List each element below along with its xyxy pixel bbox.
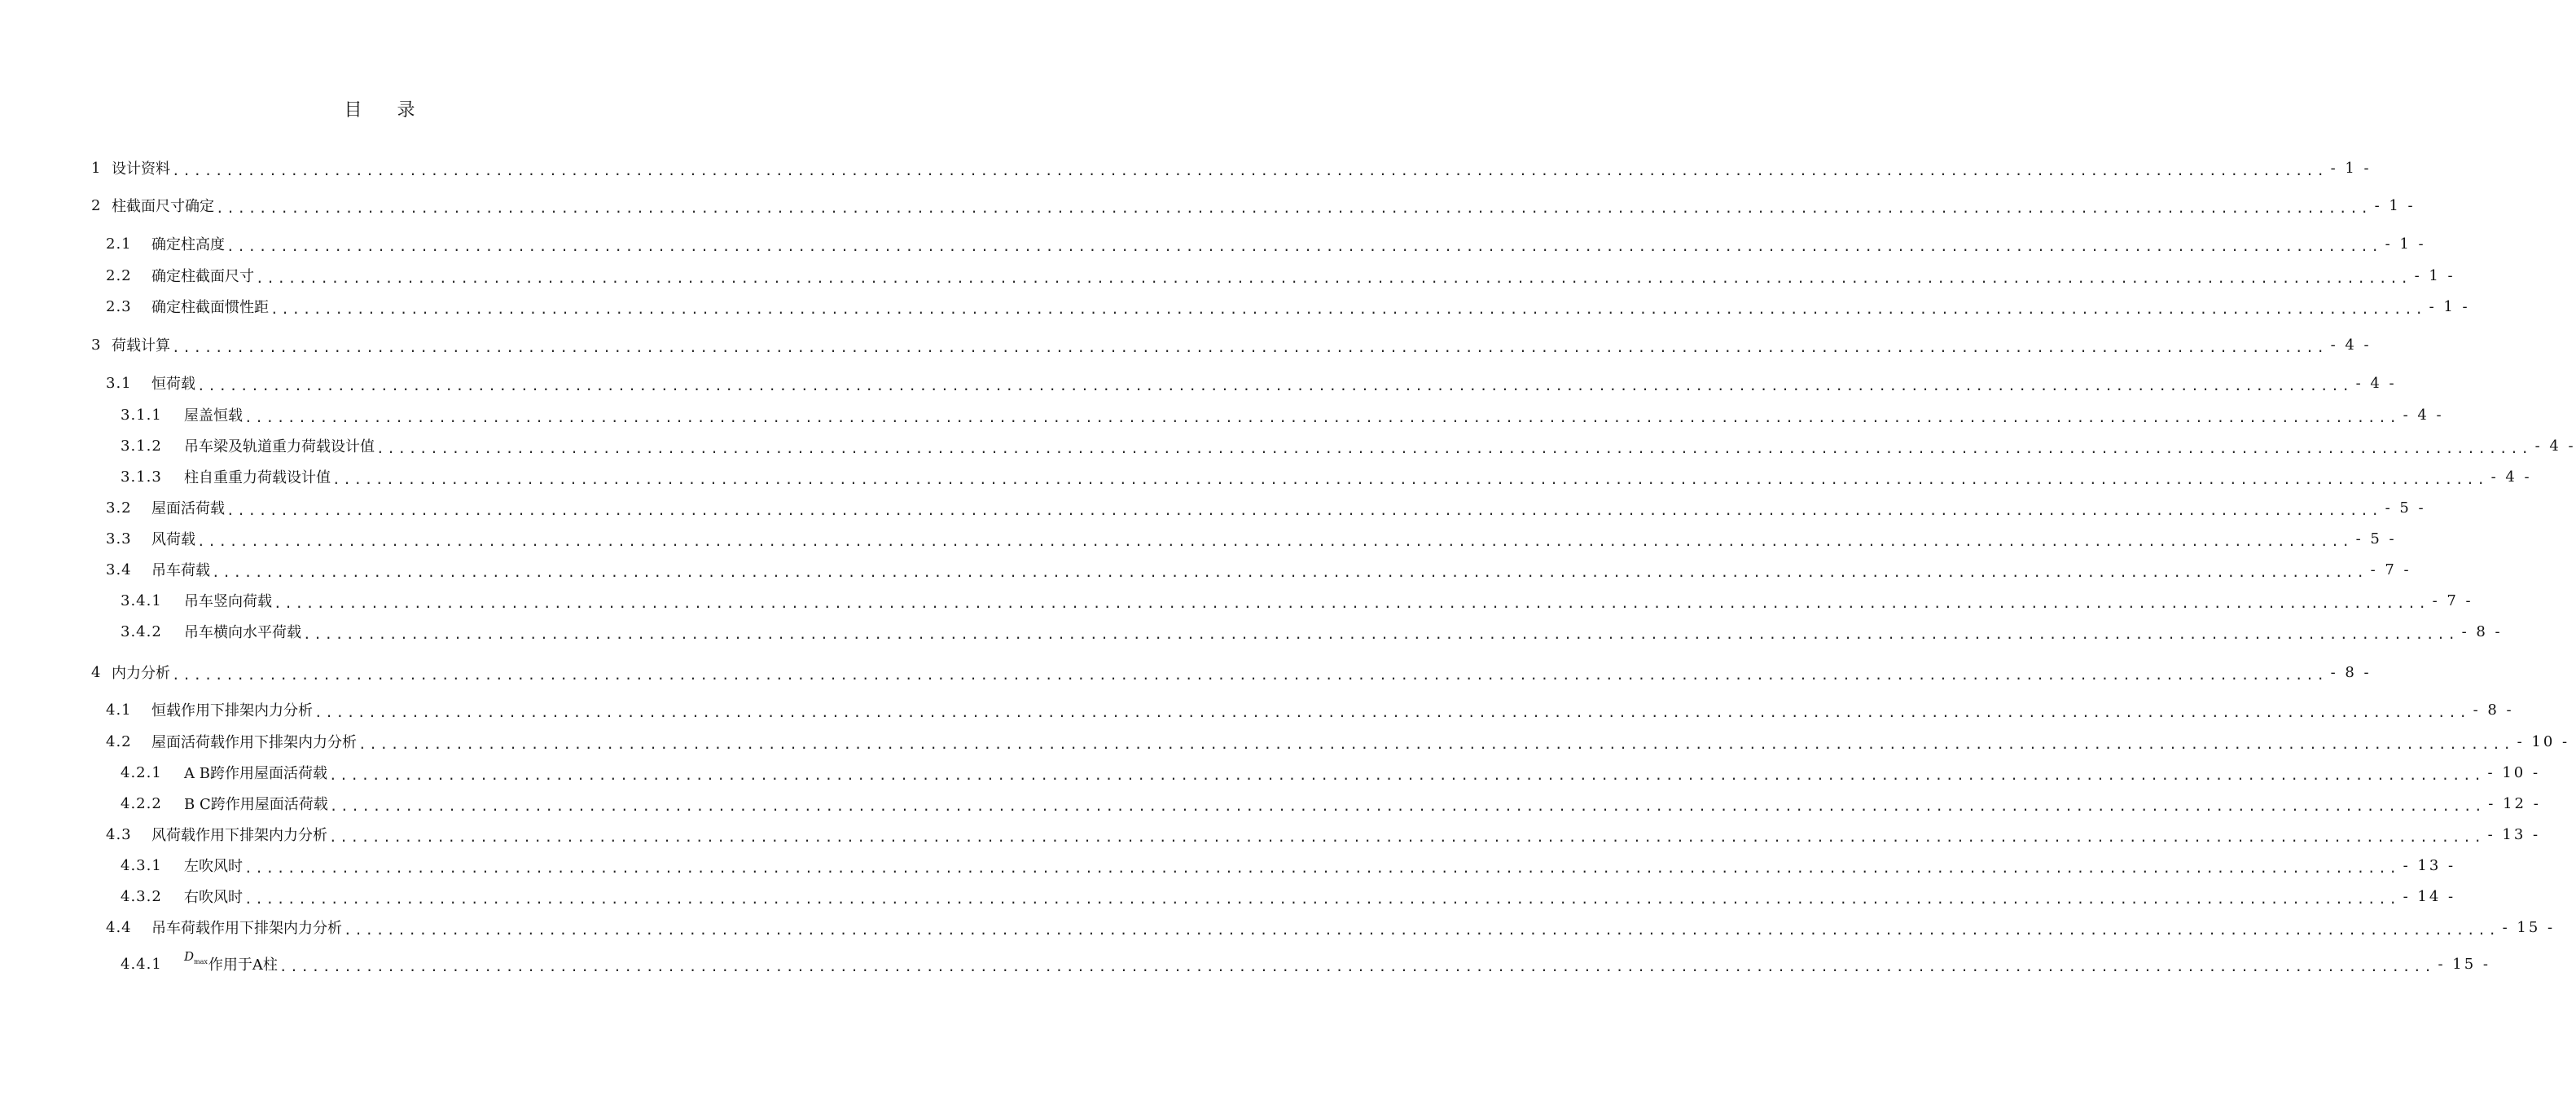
toc-entry-title: 确定柱截面惯性距 [151, 299, 269, 316]
d-max-symbol [184, 949, 208, 965]
toc-entry[interactable] [91, 157, 2372, 178]
toc-entry-page: - 4 - [2330, 336, 2372, 354]
toc-entry-page: - 8 - [2473, 701, 2514, 719]
toc-entry-title: 吊车竖向荷载 [184, 593, 272, 610]
dot-leader: ........................................................................................................................................................................................................ [172, 339, 2328, 355]
dot-leader: ........................................................................................................................................................................................................ [212, 564, 2368, 580]
dot-leader: ........................................................................................................................................................................................................ [216, 200, 2372, 216]
toc-entry[interactable] [121, 855, 2456, 876]
toc-entry-number: 4.4.1 [121, 955, 162, 973]
toc-entry-title: 吊车梁及轨道重力荷载设计值 [184, 438, 375, 455]
dot-leader: ........................................................................................................................................................................................................ [172, 162, 2328, 178]
dot-leader: ........................................................................................................................................................................................................ [244, 409, 2400, 425]
toc-entry[interactable] [121, 466, 2532, 487]
toc-entry-number: 3.1.3 [121, 468, 162, 486]
toc-entry-number: 1 [91, 159, 102, 177]
toc-entry-page: - 10 - [2487, 763, 2541, 781]
toc-entry-number: 3.4 [106, 561, 132, 578]
toc-entry-number: 2 [91, 196, 102, 214]
toc-entry-title: 屋面活荷载作用下排架内力分析 [151, 734, 357, 751]
dot-leader: ........................................................................................................................................................................................................ [244, 860, 2400, 876]
toc-entry-number: 4 [91, 663, 102, 681]
toc-entry-number: 2.2 [106, 266, 132, 284]
toc-entry-number: 4.3 [106, 825, 132, 843]
toc-entry-page: - 1 - [2385, 235, 2426, 253]
d-max-symbol-letter: D [184, 949, 195, 964]
toc-entry-number: 3.4.1 [121, 591, 162, 609]
dot-leader: ........................................................................................................................................................................................................ [329, 798, 2486, 814]
toc-entry-number: 4.3.2 [121, 887, 162, 905]
toc-entry-title: 屋盖恒载 [184, 407, 243, 424]
toc-entry-page: - 1 - [2414, 266, 2455, 284]
toc-entry[interactable] [91, 195, 2416, 216]
toc-entry[interactable] [106, 497, 2426, 518]
toc-entry-page: - 15 - [2502, 918, 2556, 936]
toc-entry[interactable] [91, 334, 2372, 355]
toc-entry-page: - 7 - [2432, 591, 2473, 609]
toc-entry-number: 3.1.1 [121, 406, 162, 424]
toc-entry[interactable] [106, 265, 2455, 286]
dot-leader: ........................................................................................................................................................................................................ [197, 533, 2353, 549]
dot-leader: ........................................................................................................................................................................................................ [376, 440, 2532, 456]
toc-entry-page: - 10 - [2517, 732, 2570, 750]
toc-entry[interactable] [121, 404, 2444, 425]
toc-entry-page: - 14 - [2403, 887, 2456, 905]
toc-entry-page: - 15 - [2438, 955, 2490, 973]
toc-entry-title: 荷载计算 [112, 337, 170, 354]
toc-entry-title: 内力分析 [112, 665, 170, 682]
toc-entry[interactable] [121, 621, 2503, 642]
toc-entry-number: 2.3 [106, 297, 132, 315]
dot-leader: ........................................................................................................................................................................................................ [329, 829, 2485, 845]
toc-entry-number: 4.2 [106, 732, 132, 750]
toc-entry-number: 2.1 [106, 235, 132, 253]
toc-entry-number: 3 [91, 336, 102, 354]
toc-entry-page: - 4 - [2490, 468, 2532, 486]
dot-leader: ........................................................................................................................................................................................................ [244, 891, 2400, 907]
d-max-symbol-subscript: max [194, 958, 208, 965]
toc-entry-title: B C跨作用屋面活荷载 [184, 796, 328, 813]
toc-entry-number: 4.1 [106, 701, 132, 719]
toc-entry-title: 吊车横向水平荷载 [184, 624, 301, 641]
toc-entry-page: - 1 - [2374, 196, 2416, 214]
toc-entry-page: - 5 - [2385, 499, 2426, 517]
toc-entry[interactable] [106, 731, 2570, 752]
toc-entry[interactable] [106, 372, 2397, 394]
dot-leader: ........................................................................................................................................................................................................ [274, 595, 2429, 611]
toc-entry-title: 确定柱高度 [151, 236, 225, 253]
toc-entry[interactable] [121, 793, 2541, 814]
toc-entry-title: 确定柱截面尺寸 [151, 268, 254, 285]
toc-entry[interactable] [106, 824, 2541, 845]
toc-entry-title: 柱截面尺寸确定 [112, 198, 214, 215]
toc-entry[interactable] [121, 435, 2576, 456]
toc-entry[interactable] [106, 917, 2556, 938]
dot-leader: ........................................................................................................................................................................................................ [314, 704, 2470, 720]
toc-entry[interactable] [106, 233, 2426, 254]
dot-leader: ........................................................................................................................................................................................................ [197, 377, 2353, 394]
toc-entry-number: 4.3.1 [121, 856, 162, 874]
toc-entry-number: 3.1.2 [121, 437, 162, 455]
toc-entry-number: 3.2 [106, 499, 132, 517]
toc-entry[interactable] [106, 559, 2411, 580]
toc-entry-title: 风荷载作用下排架内力分析 [151, 827, 327, 844]
toc-entry-title: 吊车荷载作用下排架内力分析 [151, 920, 342, 937]
toc-entry-title: 右吹风时 [184, 889, 243, 906]
dot-leader: ........................................................................................................................................................................................................ [279, 958, 2435, 974]
toc-entry[interactable] [121, 762, 2541, 783]
toc-entry-title: 恒载作用下排架内力分析 [151, 702, 313, 719]
toc-entry[interactable] [121, 590, 2473, 611]
dot-leader: ........................................................................................................................................................................................................ [256, 270, 2411, 286]
toc-entry-page: - 4 - [2355, 374, 2397, 392]
dot-leader: ........................................................................................................................................................................................................ [226, 238, 2382, 254]
dot-leader: ........................................................................................................................................................................................................ [344, 921, 2499, 938]
toc-entry-title: 设计资料 [112, 161, 170, 178]
toc-entry-page: - 12 - [2488, 794, 2541, 812]
toc-entry-page: - 5 - [2355, 530, 2397, 548]
dot-leader: ........................................................................................................................................................................................................ [303, 626, 2459, 642]
toc-entry-title: 屋面活荷载 [151, 500, 225, 517]
dot-leader: ........................................................................................................................................................................................................ [358, 736, 2514, 752]
toc-entry-number: 3.1 [106, 374, 132, 392]
toc-entry-page: - 1 - [2330, 159, 2372, 177]
toc-entry-number: 4.4 [106, 918, 132, 936]
toc-entry-title: 吊车荷载 [151, 562, 210, 579]
toc-entry-page: - 13 - [2487, 825, 2541, 843]
toc-entry-number: 4.2.2 [121, 794, 162, 812]
toc-entry-number: 3.4.2 [121, 622, 162, 640]
toc-entry-page: - 8 - [2461, 622, 2503, 640]
toc-entry-number: 4.2.1 [121, 763, 162, 781]
toc-entry-page: - 1 - [2429, 297, 2470, 315]
dot-leader: ........................................................................................................................................................................................................ [172, 666, 2328, 683]
toc-entry-title: 左吹风时 [184, 858, 243, 875]
toc-entry[interactable] [91, 662, 2372, 683]
toc-entry-page: - 13 - [2403, 856, 2456, 874]
toc-entry-page: - 4 - [2403, 406, 2444, 424]
dot-leader: ........................................................................................................................................................................................................ [332, 471, 2488, 487]
toc-entry-page: - 8 - [2330, 663, 2372, 681]
toc-entry-number: 3.3 [106, 530, 132, 548]
toc-entry[interactable] [121, 949, 2490, 974]
toc-entry-title: 风荷载 [151, 531, 195, 548]
toc-entry-title: 恒荷载 [151, 376, 195, 393]
toc-entry-title: 作用于A柱 [208, 956, 278, 974]
toc-entry[interactable] [121, 886, 2456, 907]
toc-title: 目 录 [344, 100, 430, 121]
toc-entry[interactable] [106, 528, 2397, 549]
dot-leader: ........................................................................................................................................................................................................ [226, 502, 2382, 518]
toc-entry-page: - 4 - [2534, 437, 2576, 455]
toc-entry[interactable] [106, 296, 2470, 317]
dot-leader: ........................................................................................................................................................................................................ [270, 301, 2426, 317]
dot-leader: ........................................................................................................................................................................................................ [328, 767, 2485, 783]
toc-entry-page: - 7 - [2370, 561, 2411, 578]
toc-entry-title: 柱自重重力荷载设计值 [184, 469, 331, 486]
toc-entry-title: A B跨作用屋面活荷载 [184, 765, 327, 782]
toc-entry[interactable] [106, 699, 2514, 720]
